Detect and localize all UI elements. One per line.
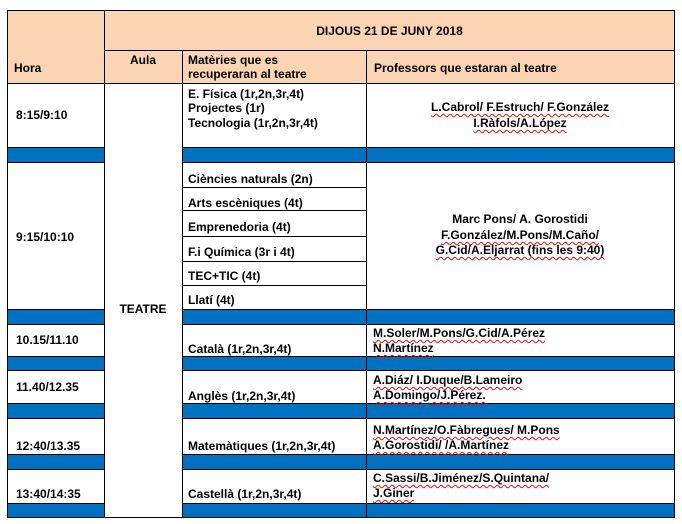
- hora-cell: 8:15/9:10: [16, 108, 68, 122]
- materia-item: TEC+TIC (4t): [188, 269, 261, 283]
- grid-line: [7, 324, 104, 325]
- grid-line: [182, 147, 675, 148]
- table-border: [7, 10, 8, 518]
- materia-item: Matemàtiques (1r,2n,3r,4t): [188, 439, 336, 453]
- grid-line: [182, 370, 675, 371]
- materia-item: Emprenedoria (4t): [188, 220, 291, 234]
- hora-cell: 11.40/12.35: [16, 380, 79, 394]
- professors-line: Marc Pons/ A. Gorostidi: [452, 212, 588, 226]
- grid-line: [104, 50, 675, 51]
- grid-line: [7, 370, 104, 371]
- separator-row: [182, 454, 675, 469]
- professors-line: M.Soler/M.Pons/G.Cid/A.Pérez: [373, 326, 546, 340]
- table-border: [7, 517, 675, 518]
- aula-value: TEATRE: [119, 302, 167, 316]
- grid-line: [7, 454, 104, 455]
- hora-cell: 13:40/14:35: [16, 487, 81, 501]
- hora-cell: 10.15/11.10: [16, 333, 79, 347]
- header-background: [7, 10, 675, 83]
- separator-row: [182, 403, 675, 418]
- header-materies: recuperaran al teatre: [188, 67, 307, 81]
- page-title: DIJOUS 21 DE JUNY 2018: [316, 24, 463, 38]
- hora-cell: 9:15/10:10: [16, 230, 75, 244]
- separator-row: [7, 503, 104, 517]
- hora-cell: 12:40/13.35: [16, 439, 81, 453]
- header-hora: Hora: [14, 61, 42, 75]
- grid-line: [182, 309, 675, 310]
- grid-line: [7, 469, 104, 470]
- grid-line: [182, 236, 366, 237]
- grid-line: [7, 403, 104, 404]
- grid-line: [7, 309, 104, 310]
- grid-line: [182, 418, 675, 419]
- professors-line: J.Giner: [373, 486, 415, 500]
- separator-row: [7, 403, 104, 418]
- header-aula: Aula: [129, 53, 156, 67]
- grid-line: [104, 10, 105, 518]
- grid-line: [7, 418, 104, 419]
- materia-item: F.i Química (3r i 4t): [188, 245, 295, 259]
- professors-line: G.Cid/A.Eljarrat (fins les 9:40): [435, 243, 605, 257]
- materia-item: Anglès (1r,2n,3r,4t): [188, 389, 296, 403]
- header-materies: Matèries que es: [188, 53, 279, 67]
- separator-row: [182, 147, 675, 162]
- professors-line: N.Martínez: [373, 341, 434, 355]
- materia-item: Ciències naturals (2n): [188, 172, 313, 186]
- grid-line: [7, 147, 104, 148]
- grid-line: [182, 50, 183, 518]
- materia-item: Català (1r,2n,3r,4t): [188, 342, 292, 356]
- table-border: [7, 10, 675, 11]
- grid-line: [7, 356, 104, 357]
- professors-line: L.Cabrol/ F.Estruch/ F.González: [430, 100, 610, 114]
- separator-row: [182, 309, 675, 324]
- separator-row: [7, 454, 104, 469]
- grid-line: [182, 187, 366, 188]
- grid-line: [7, 503, 104, 504]
- grid-line: [182, 261, 366, 262]
- separator-row: [7, 356, 104, 370]
- header-professors: Professors que estaran al teatre: [374, 61, 557, 75]
- professors-line: A.Gorostidi/ /A.Martínez: [373, 438, 510, 452]
- professors-line: N.Martínez/O.Fàbregues/ M.Pons: [373, 423, 560, 437]
- materia-item: Tecnologia (1r,2n,3r,4t): [188, 116, 318, 130]
- separator-row: [7, 147, 104, 162]
- grid-line: [182, 469, 675, 470]
- grid-line: [182, 162, 675, 163]
- professors-line: A.Domingo/J.Pérez.: [373, 388, 486, 402]
- materia-item: Arts escèniques (4t): [188, 196, 303, 210]
- materia-item: Castellà (1r,2n,3r,4t): [188, 487, 302, 501]
- professors-line: F.González/M.Pons/M.Caño/: [440, 228, 599, 242]
- grid-line: [182, 503, 675, 504]
- materia-item: Llatí (4t): [188, 293, 235, 307]
- grid-line: [7, 83, 675, 84]
- table-border: [674, 10, 675, 518]
- professors-line: C.Sassi/B.Jiménez/S.Quintana/: [373, 471, 550, 485]
- professors-line: A.Diáz/ I.Duque/B.Lameiro: [373, 373, 523, 387]
- materia-item: E. Física (1r,2n,3r,4t): [188, 87, 305, 101]
- separator-row: [7, 309, 104, 324]
- grid-line: [182, 324, 675, 325]
- grid-line: [7, 162, 104, 163]
- separator-row: [182, 356, 675, 370]
- grid-line: [182, 285, 366, 286]
- materia-item: Projectes (1r): [188, 101, 265, 115]
- professors-line: I.Ràfols/A.López: [473, 116, 567, 130]
- grid-line: [182, 454, 675, 455]
- separator-row: [182, 503, 675, 517]
